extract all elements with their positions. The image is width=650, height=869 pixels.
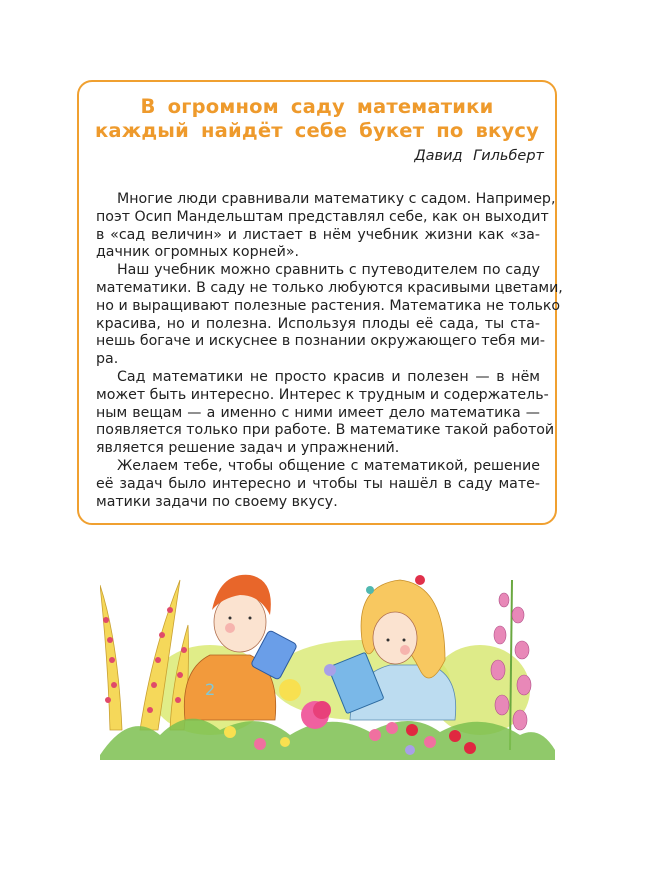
text-line: может быть интересно. Интерес к трудным и содержатель- xyxy=(96,386,549,403)
text-line: появляется только при работе. В математике такой работой xyxy=(96,422,555,439)
title-line-1: В огромном саду математики xyxy=(140,95,494,118)
text-line: нешь богаче и искуснее в познании окружающего тебя ми- xyxy=(96,333,546,350)
text-line: красива, но и полезна. Используя плоды её сада, ты ста- xyxy=(96,315,540,332)
text-line: является решение задач и упражнений. xyxy=(96,440,400,457)
paragraph xyxy=(96,262,563,369)
text-line: Многие люди сравнивали математику с садом. Например, xyxy=(117,191,556,207)
garden-illustration xyxy=(100,560,555,760)
text-line: математики. В саду не только любуются красивыми цветами, xyxy=(96,279,563,296)
hair-bow-icon xyxy=(415,575,425,585)
text-line: в «сад величин» и листает в нём учебник жизни как «за- xyxy=(96,226,540,243)
text-line: матики задачи по своему вкусу. xyxy=(96,493,338,510)
paragraph xyxy=(96,458,540,511)
text-line: её задач было интересно и чтобы ты нашёл в саду мате- xyxy=(96,475,540,492)
paragraph xyxy=(96,191,556,262)
text-line: ным вещам — а именно с ними имеет дело математика — xyxy=(96,404,540,421)
paragraph xyxy=(96,368,555,458)
quote-author: Давид Гильберт xyxy=(414,148,544,164)
page-title xyxy=(77,95,557,143)
text-line: дачник огромных корней». xyxy=(96,244,300,261)
text-line: Сад математики не просто красив и полезен — в нём xyxy=(117,368,540,385)
text-line: Желаем тебе, чтобы общение с математикой, решение xyxy=(117,457,540,474)
shirt-digit: 2 xyxy=(205,680,216,699)
text-line: но и выращивают полезные растения. Математика не только xyxy=(96,297,561,314)
text-line: ра. xyxy=(96,351,119,368)
text-line: поэт Осип Мандельштам представлял себе, как он выходит xyxy=(96,208,549,225)
title-line-2: каждый найдёт себе букет по вкусу xyxy=(94,119,540,142)
intro-text xyxy=(96,191,563,511)
text-line: Наш учебник можно сравнить с путеводителем по саду xyxy=(117,262,540,279)
